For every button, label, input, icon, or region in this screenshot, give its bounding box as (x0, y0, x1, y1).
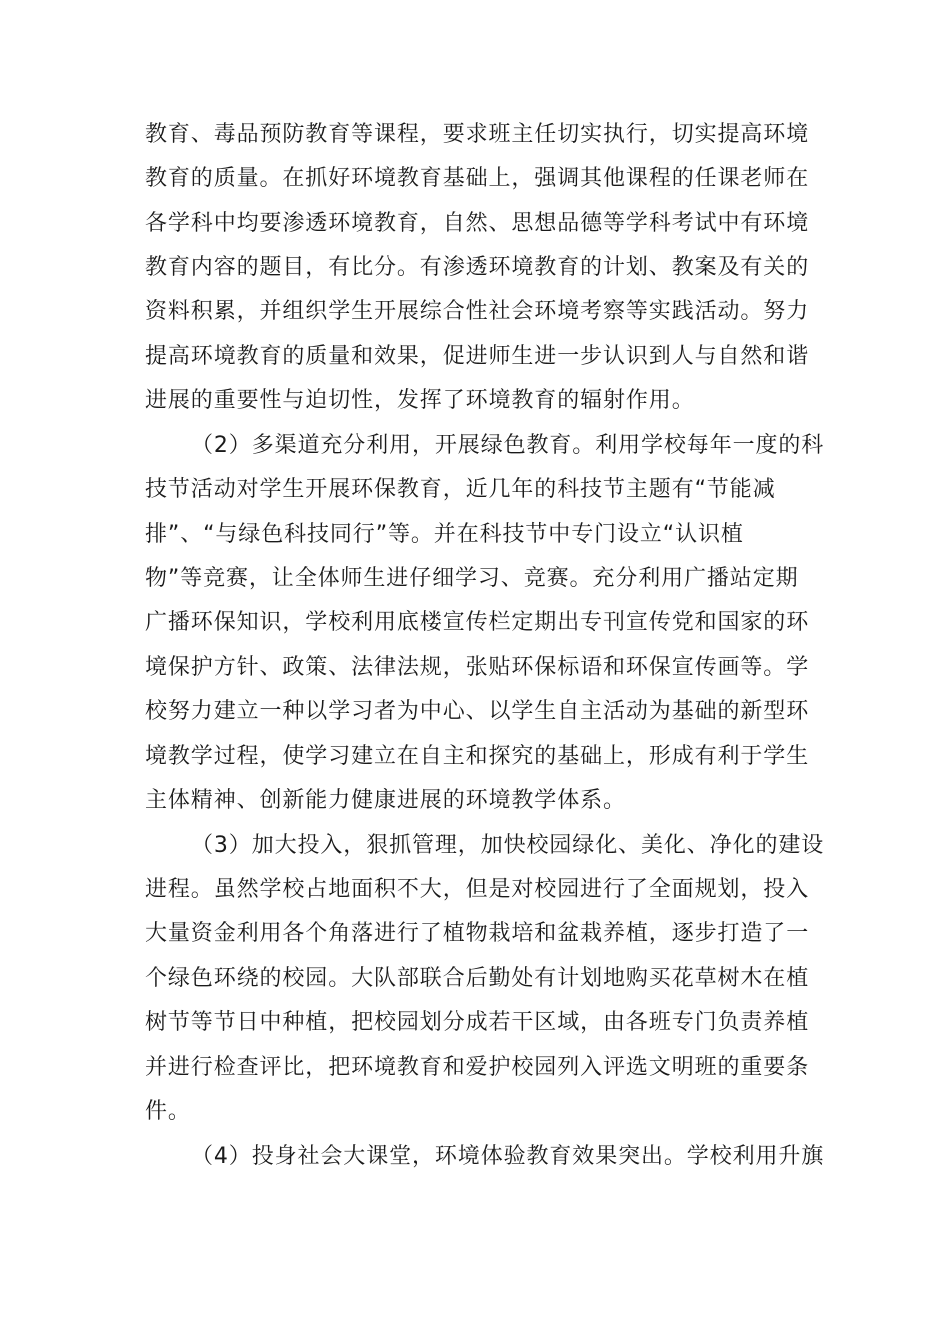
text-line: 资料积累，并组织学生开展综合性社会环境考察等实践活动。努力 (145, 299, 810, 324)
text-line: 进展的重要性与迫切性，发挥了环境教育的辐射作用。 (145, 388, 695, 413)
text-line: 物”等竞赛，让全体师生进仔细学习、竞赛。充分利用广播站定期 (145, 566, 799, 591)
text-line: 排”、“与绿色科技同行”等。并在科技节中专门设立“认识植 (145, 522, 744, 547)
paragraph-start-line: （4）投身社会大课堂，环境体验教育效果突出。学校利用升旗 (191, 1144, 825, 1169)
text-line: 主体精神、创新能力健康进展的环境教学体系。 (145, 788, 626, 813)
text-line: 境保护方针、政策、法律法规，张贴环保标语和环保宣传画等。学 (145, 655, 810, 680)
text-line: 技节活动对学生开展环保教育，近几年的科技节主题有“节能减 (145, 477, 776, 502)
text-line: 境教学过程，使学习建立在自主和探究的基础上，形成有利于学生 (145, 744, 810, 769)
text-line: 并进行检查评比，把环境教育和爱护校园列入评选文明班的重要条 (145, 1055, 810, 1080)
text-line: 进程。虽然学校占地面积不大，但是对校园进行了全面规划，投入 (145, 877, 810, 902)
paragraph-start-line: （3）加大投入，狠抓管理，加快校园绿化、美化、净化的建设 (191, 833, 825, 858)
text-line: 教育的质量。在抓好环境教育基础上，强调其他课程的任课老师在 (145, 166, 810, 191)
text-line: 各学科中均要渗透环境教育，自然、思想品德等学科考试中有环境 (145, 211, 810, 236)
text-line: 个绿色环绕的校园。大队部联合后勤处有计划地购买花草树木在植 (145, 966, 810, 991)
text-line: 件。 (145, 1099, 191, 1124)
paragraph-start-line: （2）多渠道充分利用，开展绿色教育。利用学校每年一度的科 (191, 433, 825, 458)
text-line: 广播环保知识，学校利用底楼宣传栏定期出专刊宣传党和国家的环 (145, 610, 810, 635)
text-line: 提高环境教育的质量和效果，促进师生进一步认识到人与自然和谐 (145, 344, 810, 369)
text-line: 教育、毒品预防教育等课程，要求班主任切实执行，切实提高环境 (145, 122, 810, 147)
text-line: 大量资金利用各个角落进行了植物栽培和盆栽养植，逐步打造了一 (145, 921, 810, 946)
text-line: 树节等节日中种植，把校园划分成若干区域，由各班专门负责养植 (145, 1010, 810, 1035)
text-line: 校努力建立一种以学习者为中心、以学生自主活动为基础的新型环 (145, 699, 810, 724)
text-line: 教育内容的题目，有比分。有渗透环境教育的计划、教案及有关的 (145, 255, 810, 280)
